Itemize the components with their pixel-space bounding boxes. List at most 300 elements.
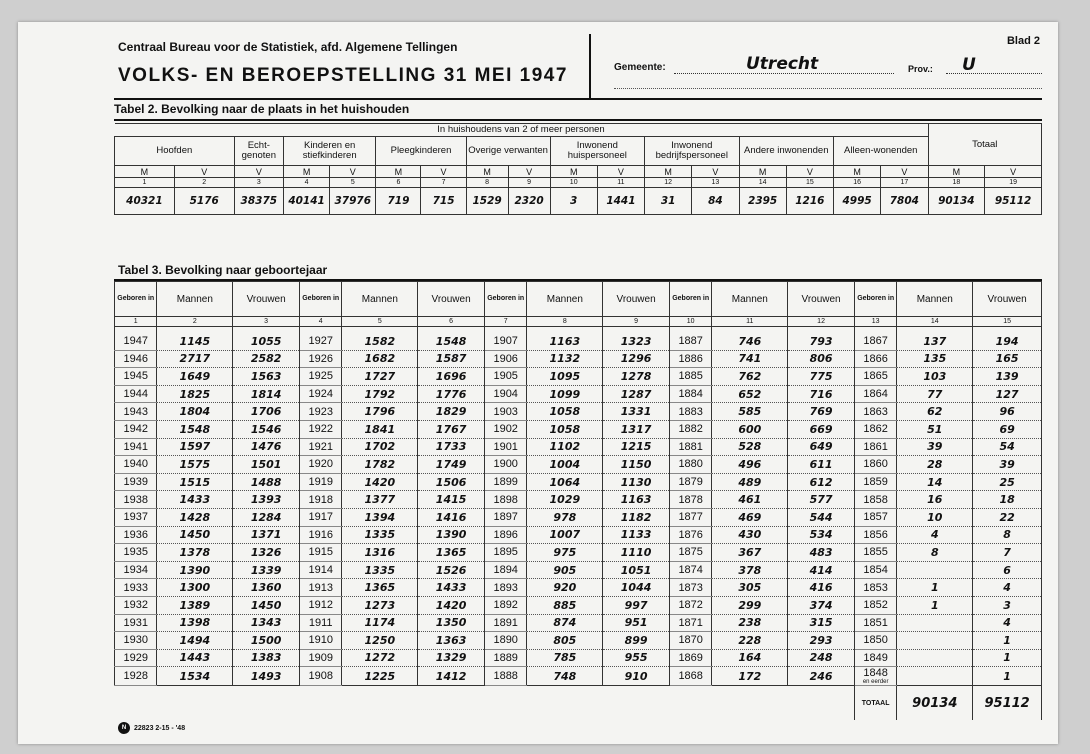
sex-label: M	[928, 166, 985, 178]
women-count: 951	[603, 614, 670, 632]
birth-year: 1924	[299, 385, 341, 403]
men-count: 1225	[342, 667, 418, 686]
women-header: Vrouwen	[603, 282, 670, 317]
women-count: 1500	[233, 632, 300, 650]
birth-year: 1925	[299, 368, 341, 386]
women-count: 1296	[603, 350, 670, 368]
men-count: 528	[712, 438, 788, 456]
birth-year: 1938	[115, 491, 157, 509]
organization-name: Centraal Bureau voor de Statistiek, afd. Algemene Tellingen	[118, 40, 458, 54]
women-count: 1163	[603, 491, 670, 509]
birth-year: 1923	[299, 403, 341, 421]
women-count: 3	[973, 596, 1042, 614]
women-count: 1390	[418, 526, 485, 544]
table2-value: 715	[421, 188, 466, 215]
birth-year: 1921	[299, 438, 341, 456]
empty-cell	[233, 686, 300, 721]
men-count: 1398	[157, 614, 233, 632]
women-count: 649	[788, 438, 855, 456]
men-count: 10	[897, 508, 973, 526]
birth-year: 1889	[484, 649, 526, 667]
sex-label: M	[739, 166, 786, 178]
total-men: 90134	[897, 686, 973, 721]
form-title: VOLKS- EN BEROEPSTELLING 31 MEI 1947	[118, 65, 568, 86]
birth-year: 1943	[115, 403, 157, 421]
men-count: 1841	[342, 420, 418, 438]
men-count: 1796	[342, 403, 418, 421]
column-number: 12	[788, 317, 855, 327]
empty-cell	[603, 686, 670, 721]
birth-year: 1903	[484, 403, 526, 421]
men-count: 1702	[342, 438, 418, 456]
women-count: 1548	[418, 333, 485, 350]
column-number: 11	[712, 317, 788, 327]
column-number: 18	[928, 178, 985, 188]
birth-year: 1879	[669, 473, 711, 491]
birth-year: 1944	[115, 385, 157, 403]
birth-year: 1891	[484, 614, 526, 632]
women-count: 315	[788, 614, 855, 632]
women-count: 611	[788, 456, 855, 474]
men-count: 1132	[527, 350, 603, 368]
table2-col-header: Hoofden	[115, 137, 235, 166]
rule	[114, 98, 1042, 100]
empty-cell	[157, 686, 233, 721]
empty-cell	[299, 686, 341, 721]
birth-year: 1927	[299, 333, 341, 350]
birth-year: 1937	[115, 508, 157, 526]
men-count: 164	[712, 649, 788, 667]
men-count: 1548	[157, 420, 233, 438]
men-count: 1174	[342, 614, 418, 632]
birth-year: 1875	[669, 544, 711, 562]
total-label: TOTAAL	[854, 686, 896, 721]
birth-year: 1860	[854, 456, 896, 474]
column-number: 3	[233, 317, 300, 327]
women-count: 1110	[603, 544, 670, 562]
women-count: 1051	[603, 561, 670, 579]
birth-year: 1912	[299, 596, 341, 614]
men-count: 1534	[157, 667, 233, 686]
birth-year: 1919	[299, 473, 341, 491]
men-count	[897, 614, 973, 632]
birth-year: 1930	[115, 632, 157, 650]
men-count: 1377	[342, 491, 418, 509]
women-count: 1814	[233, 385, 300, 403]
table2-value: 1216	[786, 188, 833, 215]
men-count: 1420	[342, 473, 418, 491]
birth-year: 1901	[484, 438, 526, 456]
birth-year: 1883	[669, 403, 711, 421]
men-count: 874	[527, 614, 603, 632]
women-count: 1150	[603, 456, 670, 474]
birth-year: 1922	[299, 420, 341, 438]
men-count: 746	[712, 333, 788, 350]
table-row	[115, 420, 1042, 438]
women-count: 1501	[233, 456, 300, 474]
women-count: 1331	[603, 403, 670, 421]
table2-col-header: Inwonend bedrijfspersoneel	[645, 137, 739, 166]
table2-value: 5176	[174, 188, 234, 215]
birth-year: 1886	[669, 350, 711, 368]
empty-cell	[484, 686, 526, 721]
birth-year: 1890	[484, 632, 526, 650]
birth-year: 1866	[854, 350, 896, 368]
column-number: 6	[376, 178, 421, 188]
men-count: 1727	[342, 368, 418, 386]
table3-birth-year	[114, 281, 1042, 720]
sex-label: M	[645, 166, 692, 178]
women-count: 96	[973, 403, 1042, 421]
women-count: 1829	[418, 403, 485, 421]
birth-year: 1914	[299, 561, 341, 579]
women-count: 769	[788, 403, 855, 421]
table2-col-header: Totaal	[928, 124, 1042, 166]
men-count: 367	[712, 544, 788, 562]
women-count: 483	[788, 544, 855, 562]
women-count: 4	[973, 614, 1042, 632]
column-number: 4	[299, 317, 341, 327]
men-count: 1095	[527, 368, 603, 386]
table2-col-header: Pleegkinderen	[376, 137, 466, 166]
men-count: 39	[897, 438, 973, 456]
birth-year: 1900	[484, 456, 526, 474]
birth-year: 1858	[854, 491, 896, 509]
women-count: 775	[788, 368, 855, 386]
table-row	[115, 473, 1042, 491]
women-count: 4	[973, 579, 1042, 597]
sex-label: M	[833, 166, 880, 178]
birth-year-cell	[854, 667, 896, 686]
women-count: 1360	[233, 579, 300, 597]
birth-year: 1888	[484, 667, 526, 686]
men-count: 4	[897, 526, 973, 544]
birth-year: 1928	[115, 667, 157, 686]
women-header: Vrouwen	[418, 282, 485, 317]
women-count: 293	[788, 632, 855, 650]
table2-value: 37976	[330, 188, 376, 215]
women-count: 8	[973, 526, 1042, 544]
province-field-line	[946, 73, 1042, 74]
birth-year: 1939	[115, 473, 157, 491]
men-count: 805	[527, 632, 603, 650]
sex-label: V	[330, 166, 376, 178]
table2-value: 3	[550, 188, 597, 215]
men-count: 1316	[342, 544, 418, 562]
table-row	[115, 632, 1042, 650]
women-count: 1130	[603, 473, 670, 491]
sex-label: V	[597, 166, 644, 178]
women-count: 1450	[233, 596, 300, 614]
birth-year: 1884	[669, 385, 711, 403]
birth-year: 1946	[115, 350, 157, 368]
women-header: Vrouwen	[233, 282, 300, 317]
column-number: 7	[421, 178, 466, 188]
men-count: 1394	[342, 508, 418, 526]
birth-year: 1907	[484, 333, 526, 350]
men-count: 1145	[157, 333, 233, 350]
birth-year: 1892	[484, 596, 526, 614]
women-count: 1383	[233, 649, 300, 667]
birth-year: 1857	[854, 508, 896, 526]
men-count: 1064	[527, 473, 603, 491]
men-header: Mannen	[712, 282, 788, 317]
table2-group-header: In huishoudens van 2 of meer personen	[115, 124, 929, 137]
men-header: Mannen	[342, 282, 418, 317]
birth-year: 1915	[299, 544, 341, 562]
women-count: 7	[973, 544, 1042, 562]
birth-year: 1870	[669, 632, 711, 650]
empty-cell	[788, 686, 855, 721]
column-number: 8	[466, 178, 508, 188]
gemeente-label: Gemeente:	[614, 62, 666, 73]
women-count: 1587	[418, 350, 485, 368]
men-count: 1428	[157, 508, 233, 526]
sex-label: M	[550, 166, 597, 178]
birth-year: 1934	[115, 561, 157, 579]
men-count: 748	[527, 667, 603, 686]
sex-label: V	[234, 166, 283, 178]
table2-value: 31	[645, 188, 692, 215]
men-count: 1335	[342, 526, 418, 544]
earlier-note: en eerder	[862, 679, 889, 686]
birth-year: 1918	[299, 491, 341, 509]
table2-value: 2320	[508, 188, 550, 215]
women-count: 1749	[418, 456, 485, 474]
birth-year: 1913	[299, 579, 341, 597]
men-count: 135	[897, 350, 973, 368]
birth-year: 1905	[484, 368, 526, 386]
table-row	[115, 649, 1042, 667]
column-number: 2	[174, 178, 234, 188]
column-number: 19	[985, 178, 1042, 188]
table2-value: 2395	[739, 188, 786, 215]
birth-year: 1910	[299, 632, 341, 650]
women-count: 1278	[603, 368, 670, 386]
women-count: 374	[788, 596, 855, 614]
sex-label: V	[786, 166, 833, 178]
men-count: 741	[712, 350, 788, 368]
men-count: 14	[897, 473, 973, 491]
men-count: 1099	[527, 385, 603, 403]
men-count: 430	[712, 526, 788, 544]
birth-year: 1911	[299, 614, 341, 632]
men-count: 1494	[157, 632, 233, 650]
men-count: 51	[897, 420, 973, 438]
men-count: 1515	[157, 473, 233, 491]
empty-cell	[712, 686, 788, 721]
table2-col-header: Kinderen en stiefkinderen	[283, 137, 375, 166]
women-count: 1488	[233, 473, 300, 491]
men-count: 461	[712, 491, 788, 509]
men-count: 1058	[527, 420, 603, 438]
men-count: 1782	[342, 456, 418, 474]
women-count: 534	[788, 526, 855, 544]
women-count: 1215	[603, 438, 670, 456]
column-number: 17	[881, 178, 928, 188]
men-count: 1272	[342, 649, 418, 667]
born-in-header: Geboren in	[115, 282, 157, 317]
women-count: 127	[973, 385, 1042, 403]
women-count: 716	[788, 385, 855, 403]
print-footer	[118, 722, 185, 734]
table2-value: 40321	[115, 188, 175, 215]
table-row	[115, 579, 1042, 597]
table2-value: 90134	[928, 188, 985, 215]
printer-logo-icon: N	[118, 722, 130, 734]
sex-label: V	[421, 166, 466, 178]
women-count: 1	[973, 667, 1042, 686]
table2-title: Tabel 2. Bevolking naar de plaats in het huishouden	[114, 102, 410, 116]
men-count: 228	[712, 632, 788, 650]
men-count: 1378	[157, 544, 233, 562]
men-count: 1649	[157, 368, 233, 386]
table-row	[115, 614, 1042, 632]
men-count: 1450	[157, 526, 233, 544]
men-count: 1	[897, 596, 973, 614]
table2-value: 1441	[597, 188, 644, 215]
men-count: 1792	[342, 385, 418, 403]
birth-year: 1881	[669, 438, 711, 456]
women-count: 1412	[418, 667, 485, 686]
birth-year: 1899	[484, 473, 526, 491]
men-count: 489	[712, 473, 788, 491]
birth-year: 1887	[669, 333, 711, 350]
birth-year: 1920	[299, 456, 341, 474]
women-count: 1563	[233, 368, 300, 386]
women-count: 1546	[233, 420, 300, 438]
men-count: 1102	[527, 438, 603, 456]
table2-value: 95112	[985, 188, 1042, 215]
women-count: 25	[973, 473, 1042, 491]
men-count: 1058	[527, 403, 603, 421]
men-count: 1335	[342, 561, 418, 579]
birth-year: 1885	[669, 368, 711, 386]
men-count: 905	[527, 561, 603, 579]
empty-cell	[669, 686, 711, 721]
table2-value: 40141	[283, 188, 329, 215]
birth-year: 1849	[854, 649, 896, 667]
column-number: 4	[283, 178, 329, 188]
women-count: 1326	[233, 544, 300, 562]
table-row	[115, 456, 1042, 474]
birth-year: 1874	[669, 561, 711, 579]
table-row	[115, 596, 1042, 614]
women-count: 544	[788, 508, 855, 526]
birth-year: 1942	[115, 420, 157, 438]
table-row	[115, 667, 1042, 686]
sex-label: V	[881, 166, 928, 178]
men-count	[897, 632, 973, 650]
birth-year: 1902	[484, 420, 526, 438]
men-count: 1250	[342, 632, 418, 650]
birth-year: 1894	[484, 561, 526, 579]
birth-year: 1882	[669, 420, 711, 438]
women-count: 2582	[233, 350, 300, 368]
women-count: 1133	[603, 526, 670, 544]
men-count: 378	[712, 561, 788, 579]
province-value: U	[962, 55, 976, 75]
table-row	[115, 526, 1042, 544]
province-label: Prov.:	[908, 64, 933, 74]
birth-year: 1872	[669, 596, 711, 614]
column-number: 1	[115, 317, 157, 327]
birth-year: 1897	[484, 508, 526, 526]
table2-value: 38375	[234, 188, 283, 215]
birth-year: 1909	[299, 649, 341, 667]
birth-year: 1933	[115, 579, 157, 597]
women-count: 194	[973, 333, 1042, 350]
table2-value: 4995	[833, 188, 880, 215]
table2-col-header: Echt-genoten	[234, 137, 283, 166]
women-count: 54	[973, 438, 1042, 456]
table2-household-position	[114, 123, 1042, 215]
men-count: 1029	[527, 491, 603, 509]
women-count: 899	[603, 632, 670, 650]
women-count: 1493	[233, 667, 300, 686]
birth-year: 1916	[299, 526, 341, 544]
gemeente-extra-line	[614, 88, 1042, 89]
men-count: 496	[712, 456, 788, 474]
men-count: 8	[897, 544, 973, 562]
column-number: 6	[418, 317, 485, 327]
column-number: 11	[597, 178, 644, 188]
birth-year: 1867	[854, 333, 896, 350]
men-count: 1273	[342, 596, 418, 614]
sheet-number: Blad 2	[1006, 35, 1040, 47]
born-in-header: Geboren in	[669, 282, 711, 317]
women-count: 1343	[233, 614, 300, 632]
women-count: 910	[603, 667, 670, 686]
birth-year: 1935	[115, 544, 157, 562]
women-count: 1	[973, 632, 1042, 650]
men-count: 1682	[342, 350, 418, 368]
birth-year: 1929	[115, 649, 157, 667]
men-count: 585	[712, 403, 788, 421]
birth-year: 1936	[115, 526, 157, 544]
birth-year: 1848	[863, 667, 888, 680]
table2-col-header: Overige verwanten	[466, 137, 550, 166]
men-count: 1804	[157, 403, 233, 421]
table2-col-header: Alleen-wonenden	[833, 137, 928, 166]
women-count: 1055	[233, 333, 300, 350]
table-row	[115, 491, 1042, 509]
men-count: 600	[712, 420, 788, 438]
birth-year: 1854	[854, 561, 896, 579]
birth-year: 1932	[115, 596, 157, 614]
table-row	[115, 368, 1042, 386]
men-count: 28	[897, 456, 973, 474]
men-header: Mannen	[527, 282, 603, 317]
birth-year: 1869	[669, 649, 711, 667]
birth-year: 1859	[854, 473, 896, 491]
women-count: 1329	[418, 649, 485, 667]
men-count: 299	[712, 596, 788, 614]
women-count: 1363	[418, 632, 485, 650]
birth-year: 1947	[115, 333, 157, 350]
women-count: 669	[788, 420, 855, 438]
column-number: 7	[484, 317, 526, 327]
women-count: 1323	[603, 333, 670, 350]
men-count: 469	[712, 508, 788, 526]
table-row	[115, 438, 1042, 456]
birth-year: 1877	[669, 508, 711, 526]
header-divider	[589, 34, 591, 98]
women-count: 1393	[233, 491, 300, 509]
birth-year: 1878	[669, 491, 711, 509]
women-count: 1044	[603, 579, 670, 597]
sex-label: M	[466, 166, 508, 178]
